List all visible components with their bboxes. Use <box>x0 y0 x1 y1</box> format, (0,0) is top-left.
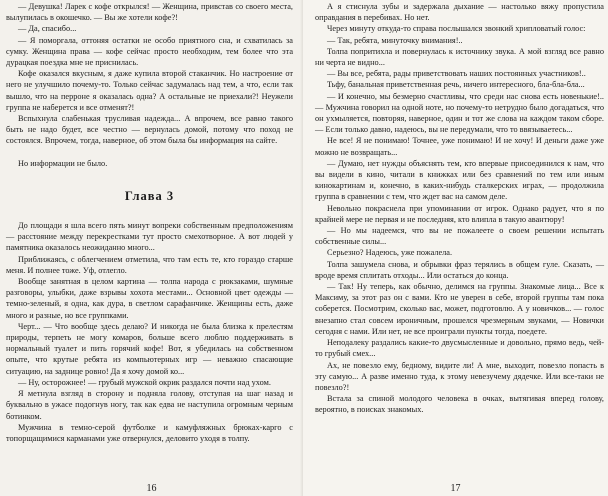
paragraph: — Так, ребята, минуточку внимания!.. <box>327 35 463 45</box>
paragraph: Вообще занятная в целом картина — толпа народа с рюкзаками, шумные разговоры, улыбки, даже взрывы хохота местами... Основной цвет одежды — темно-зеленый, я одна, как дура, в светлом сарафанчике. Женщины есть, даже много и разные, но все группками. <box>6 277 293 320</box>
chapter-title: Глава 3 <box>124 188 175 203</box>
paragraph: Ах, не повезло ему, бедному, видите ли! А мне, выходит, повезло попасть в эту самую... А разве именно туда, к этому невезучему дядечке. Или все-таки не повезло?! <box>315 360 604 392</box>
paragraph: — Думаю, нет нужды объяснять тем, кто впервые присоединился к нам, что вы видели в кино, читали в книжках или без сравнений по тем или иным кинокартинам и, конечно, в каких-нибудь сталкерских играх, — продолжила группа в сравнении с тем, что ждет вас на самом деле. <box>315 158 604 202</box>
paragraph: Не все! Я не понимаю! Точнее, уже понимаю! И не хочу! И деньги даже уже можно не возвращать... <box>315 136 604 157</box>
paragraph: Приближаясь, с облегчением отметила, что там есть те, кто гораздо старше меня. И полнее тоже. Уф, отлегло. <box>6 254 293 275</box>
paragraph: — Да, спасибо... <box>18 24 77 34</box>
paragraph: Мужчина в темно-серой футболке и камуфляжных брюках-карго с топорщащимися карманами уже отвернулся, деловито уходя в толпу. <box>6 422 293 443</box>
paragraph: А я стиснула зубы и задержала дыхание — настолько вяжу пропустила оправдания в перебивах. Но нет. <box>315 2 604 23</box>
paragraph: — Девушка! Ларек с кофе открылся! — Женщина, привстав со своего места, вылупилась в окошечко. — Вы же хотели кофе?! <box>6 2 293 23</box>
paragraph: — Ну, осторожнее! — грубый мужской окрик раздался почти над ухом. <box>18 377 271 387</box>
paragraph: Но информации не было. <box>18 158 108 168</box>
paragraph: — И конечно, мы безмерно счастливы, что среди нас снова есть новенькие!.. — Мужчина говорил на одной ноте, но почему-то нетрудно было догадаться, что он ухмыляется, повторяя, наверное, один и тот же слова на каждом таком сборе. — Если только давно, надеюсь, вы не передумали, что то ввязываетесь... <box>315 91 604 135</box>
page-number: 16 <box>146 483 157 494</box>
paragraph: Я метнула взгляд в сторону и подняла голову, отступая на шаг назад и буквально в ужасе подогнув ногу, так как едва не наступила огромным черным ботинком. <box>6 389 293 421</box>
paragraph: Невольно покраснела при упоминании от игрок. Однако радует, что я по крайней мере не первая и не последняя, кто влипла в такую авантюру! <box>315 203 604 224</box>
right-page-text <box>315 1 604 416</box>
paragraph: Вспыхнула слабенькая трусливая надежда... А впрочем, все равно такого быть не надо будет, все честно — вернулась домой, потому что поход не состоялся. Впрочем, тогда, наверное, об этом была бы информация на сайте. <box>6 114 293 146</box>
paragraph: Кофе оказался вкусным, я даже купила второй стаканчик. Но настроение от него не улучшило почему-то. Только сейчас задумалась над тем, а что, если так вышло, что на перроне я оказалась одна? А остальные не приехали?! Неужели группа не наберется и все отменят?! <box>6 69 293 112</box>
paragraph: Серьезно? Надеюсь, уже пожалела. <box>327 248 453 258</box>
paragraph: Черт... — Что вообще здесь делаю? И никогда не была близка к прелестям природы, терпеть не могу комаров, больше всего люблю поддерживать в нормальный туалет и пить горячий кофе! Вот, я убедилась на собственном опыте, что крутые ребята из компьютерных игр — неважно спасающие ситуацию, на заднице ровно! Да я хочу домой ко... <box>6 321 293 376</box>
paragraph: — Я поморгала, оттоняя остатки не особо приятного сна, и схватилась за сумку. Женщина права — кофе сейчас просто необходим, тем более что эта дурацкая поездка мне не приснилась. <box>6 35 293 68</box>
left-page-text <box>6 1 293 444</box>
paragraph: — Так! Ну теперь, как обычно, делимся на группы. Знакомые лица... Все к Максиму, за этот раз он с вами. Кто не уверен в себе, второй группы там пока соберется. Посмотрим, сколько вас, может, подготовлю. А у новичков... — голос внезапно стал совсем ироничным, прошелся чрезмерным звуками, — Новички сегодня с нами. Или нет, не все проиграли пункты тогда, поедете. <box>315 282 604 336</box>
paragraph: Встала за спиной молодого человека в очках, вытягивая вперед голову, вероятно, в поисках знакомых. <box>315 394 604 415</box>
paragraph: Толпа зашумела снова, и обрывки фраз терялись в общем гуле. Сказать, — вроде время сплитать отходы... Или остаться до конца. <box>315 259 604 280</box>
paragraph: До площади я шла всего пять минут вопреки собственным предположениям — расстояние между перекрестками тут просто смехотворное. А вот людей у памятника оказалось неожиданно много... <box>6 221 293 253</box>
paragraph: Тьфу, банальная приветственная речь, ничего интересного, бла-бла-бла... <box>327 80 585 90</box>
paragraph: — Но мы надеемся, что вы не пожалеете о своем решении испытать собственные силы... <box>315 226 604 247</box>
left-page <box>0 0 303 496</box>
paragraph: — Вы все, ребята, рады приветствовать наших постоянных участников!.. <box>327 69 586 79</box>
paragraph: Толпа попритихла и повернулась к источнику звука. А мой взгляд все равно ни черта не видно... <box>315 46 604 68</box>
right-page <box>303 0 608 496</box>
paragraph: Через минуту откуда-то справа послышался звонкий хрипловатый голос: <box>327 24 586 34</box>
page-number: 17 <box>450 483 461 494</box>
paragraph: Неподалеку раздались какие-то двусмысленные и довольно, прямо ведь, чей-то грубый смех... <box>315 338 604 359</box>
